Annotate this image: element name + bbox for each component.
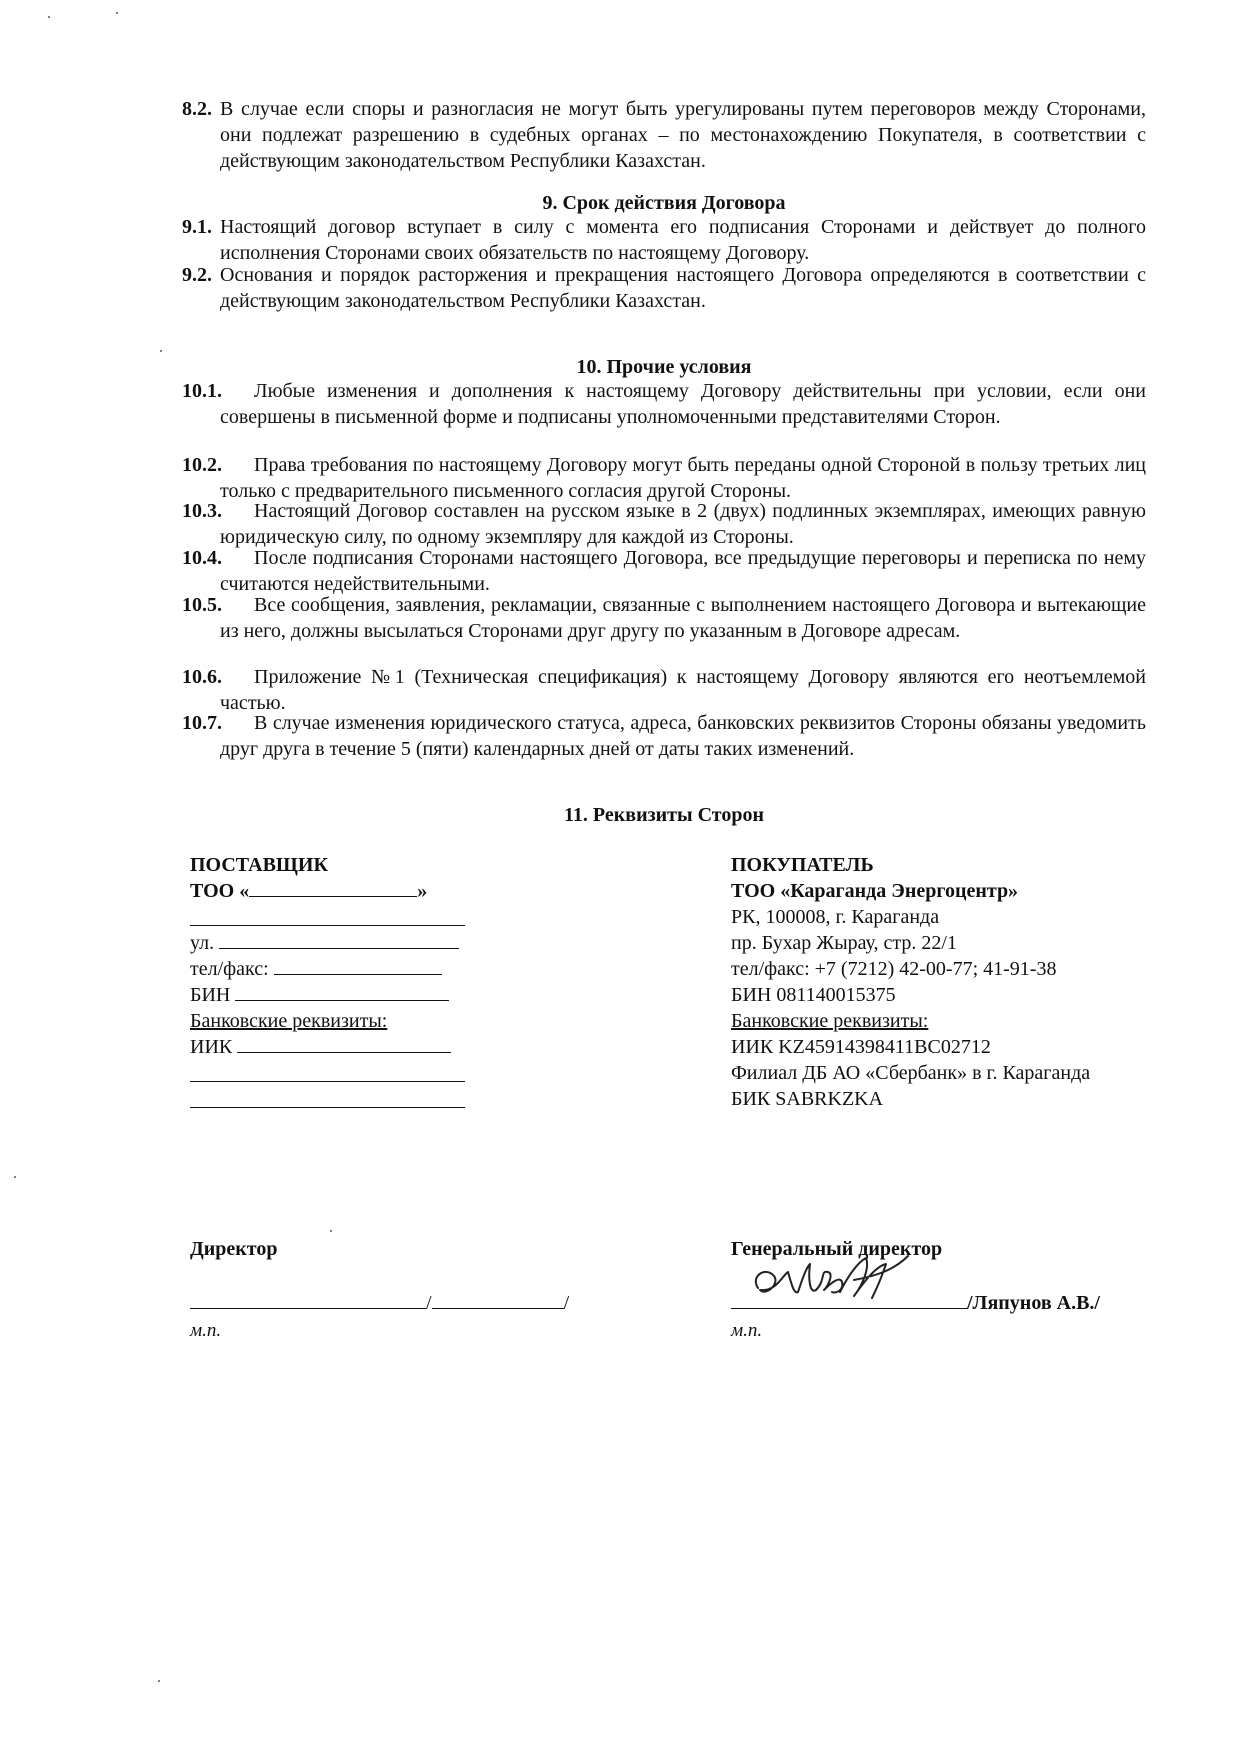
clause-number: 10.4. — [182, 547, 222, 569]
clause-text: После подписания Сторонами настоящего Договора, все предыдущие переговоры и переписка по нему считаются недействительными. — [220, 547, 1146, 595]
clause-text: Основания и порядок расторжения и прекращения настоящего Договора определяются в соответствии с действующим законодательством Республики Казахстан. — [220, 264, 1146, 312]
buyer-company: ТОО «Караганда Энергоцентр» — [731, 880, 1019, 902]
clause-text: Все сообщения, заявления, рекламации, связанные с выполнением настоящего Договора и вытекающие из него, должны высылаться Сторонами друг другу по указанным в Договоре адресам. — [220, 594, 1146, 642]
clause-9-1 — [182, 214, 1146, 266]
clause-number: 10.5. — [182, 594, 222, 616]
clause-10-4 — [182, 545, 1146, 597]
clause-10-1 — [182, 378, 1146, 430]
buyer-title: ПОКУПАТЕЛЬ — [731, 854, 874, 876]
buyer-bin: БИН 081140015375 — [731, 984, 896, 1006]
scan-speck — [14, 1176, 16, 1178]
clause-10-5 — [182, 592, 1146, 644]
buyer-phone: тел/факс: +7 (7212) 42-00-77; 41-91-38 — [731, 958, 1057, 980]
scan-speck — [116, 12, 118, 14]
supplier-blank-line — [190, 1086, 490, 1112]
section-9-heading: 9. Срок действия Договора — [542, 192, 786, 214]
clause-text: Любые изменения и дополнения к настоящему Договору действительны при условии, если они совершены в письменной форме и подписаны уполномоченными представителями Сторон. — [220, 380, 1146, 428]
supplier-blank-line — [190, 1060, 490, 1086]
supplier-block — [190, 852, 490, 1112]
clause-text: В случае изменения юридического статуса, адреса, банковских реквизитов Стороны обязаны уведомить друг друга в течение 5 (пяти) календарных дней от даты таких изменений. — [220, 712, 1146, 760]
clause-number: 8.2. — [182, 98, 212, 120]
supplier-position: Директор — [190, 1238, 278, 1260]
clause-number: 10.3. — [182, 500, 222, 522]
clause-number: 10.7. — [182, 712, 222, 734]
supplier-bank-label: Банковские реквизиты: — [190, 1010, 388, 1032]
clause-10-2 — [182, 452, 1146, 504]
clause-text: Настоящий Договор составлен на русском языке в 2 (двух) подлинных экземплярах, имеющих равную юридическую силу, по одному экземпляру для каждой из Стороны. — [220, 500, 1146, 548]
supplier-signature-line: / / — [190, 1290, 590, 1316]
buyer-address-1: РК, 100008, г. Караганда — [731, 906, 940, 928]
buyer-address-2: пр. Бухар Жырау, стр. 22/1 — [731, 932, 957, 954]
clause-text: Настоящий договор вступает в силу с момента его подписания Сторонами и действует до полного исполнения Сторонами своих обязательств по настоящему Договору. — [220, 216, 1146, 264]
clause-number: 10.6. — [182, 666, 222, 688]
supplier-bin: БИН — [190, 982, 490, 1008]
clause-text: В случае если споры и разногласия не могут быть урегулированы путем переговоров между Сторонами, они подлежат разрешению в судебных органах – по местонахождению Покупателя, в соответствии с действующим законодательством Республики Казахстан. — [220, 98, 1146, 172]
supplier-company: ТОО « » — [190, 880, 428, 902]
buyer-signatory: /Ляпунов А.В./ — [967, 1292, 1100, 1314]
section-11-heading: 11. Реквизиты Сторон — [564, 804, 764, 826]
supplier-blank-line — [190, 904, 490, 930]
buyer-iik: ИИК KZ45914398411BC02712 — [731, 1036, 991, 1058]
clause-number: 9.1. — [182, 216, 212, 238]
clause-10-7 — [182, 710, 1146, 762]
scan-speck — [158, 1680, 160, 1682]
handwritten-signature — [736, 1246, 936, 1316]
supplier-stamp-mark: м.п. — [190, 1320, 222, 1341]
clause-number: 9.2. — [182, 264, 212, 286]
supplier-iik: ИИК — [190, 1034, 490, 1060]
clause-number: 10.1. — [182, 380, 222, 402]
clause-text: Приложение №1 (Техническая спецификация) к настоящему Договору являются его неотъемлемой частью. — [220, 666, 1146, 714]
clause-9-2 — [182, 262, 1146, 314]
buyer-bik: БИК SABRKZKA — [731, 1088, 884, 1110]
buyer-stamp-mark: м.п. — [731, 1320, 763, 1341]
clause-10-3 — [182, 498, 1146, 550]
supplier-company-blank — [249, 878, 417, 897]
supplier-phone: тел/факс: — [190, 956, 490, 982]
scan-speck — [330, 1230, 332, 1232]
supplier-title: ПОСТАВЩИК — [190, 854, 328, 876]
clause-text: Права требования по настоящему Договору могут быть переданы одной Стороной в пользу третьих лиц только с предварительного письменного согласия другой Стороны. — [220, 454, 1146, 502]
clause-number: 10.2. — [182, 454, 222, 476]
section-10-heading: 10. Прочие условия — [576, 356, 752, 378]
scan-speck — [48, 16, 50, 18]
clause-10-6 — [182, 664, 1146, 716]
buyer-position: Генеральный директор — [731, 1238, 943, 1260]
clause-8-2 — [182, 96, 1146, 174]
buyer-block — [731, 852, 1151, 1112]
scan-speck — [160, 350, 162, 352]
buyer-bank-label: Банковские реквизиты: — [731, 1010, 929, 1032]
supplier-street: ул. — [190, 930, 490, 956]
buyer-bank-name: Филиал ДБ АО «Сбербанк» в г. Караганда — [731, 1062, 1091, 1084]
